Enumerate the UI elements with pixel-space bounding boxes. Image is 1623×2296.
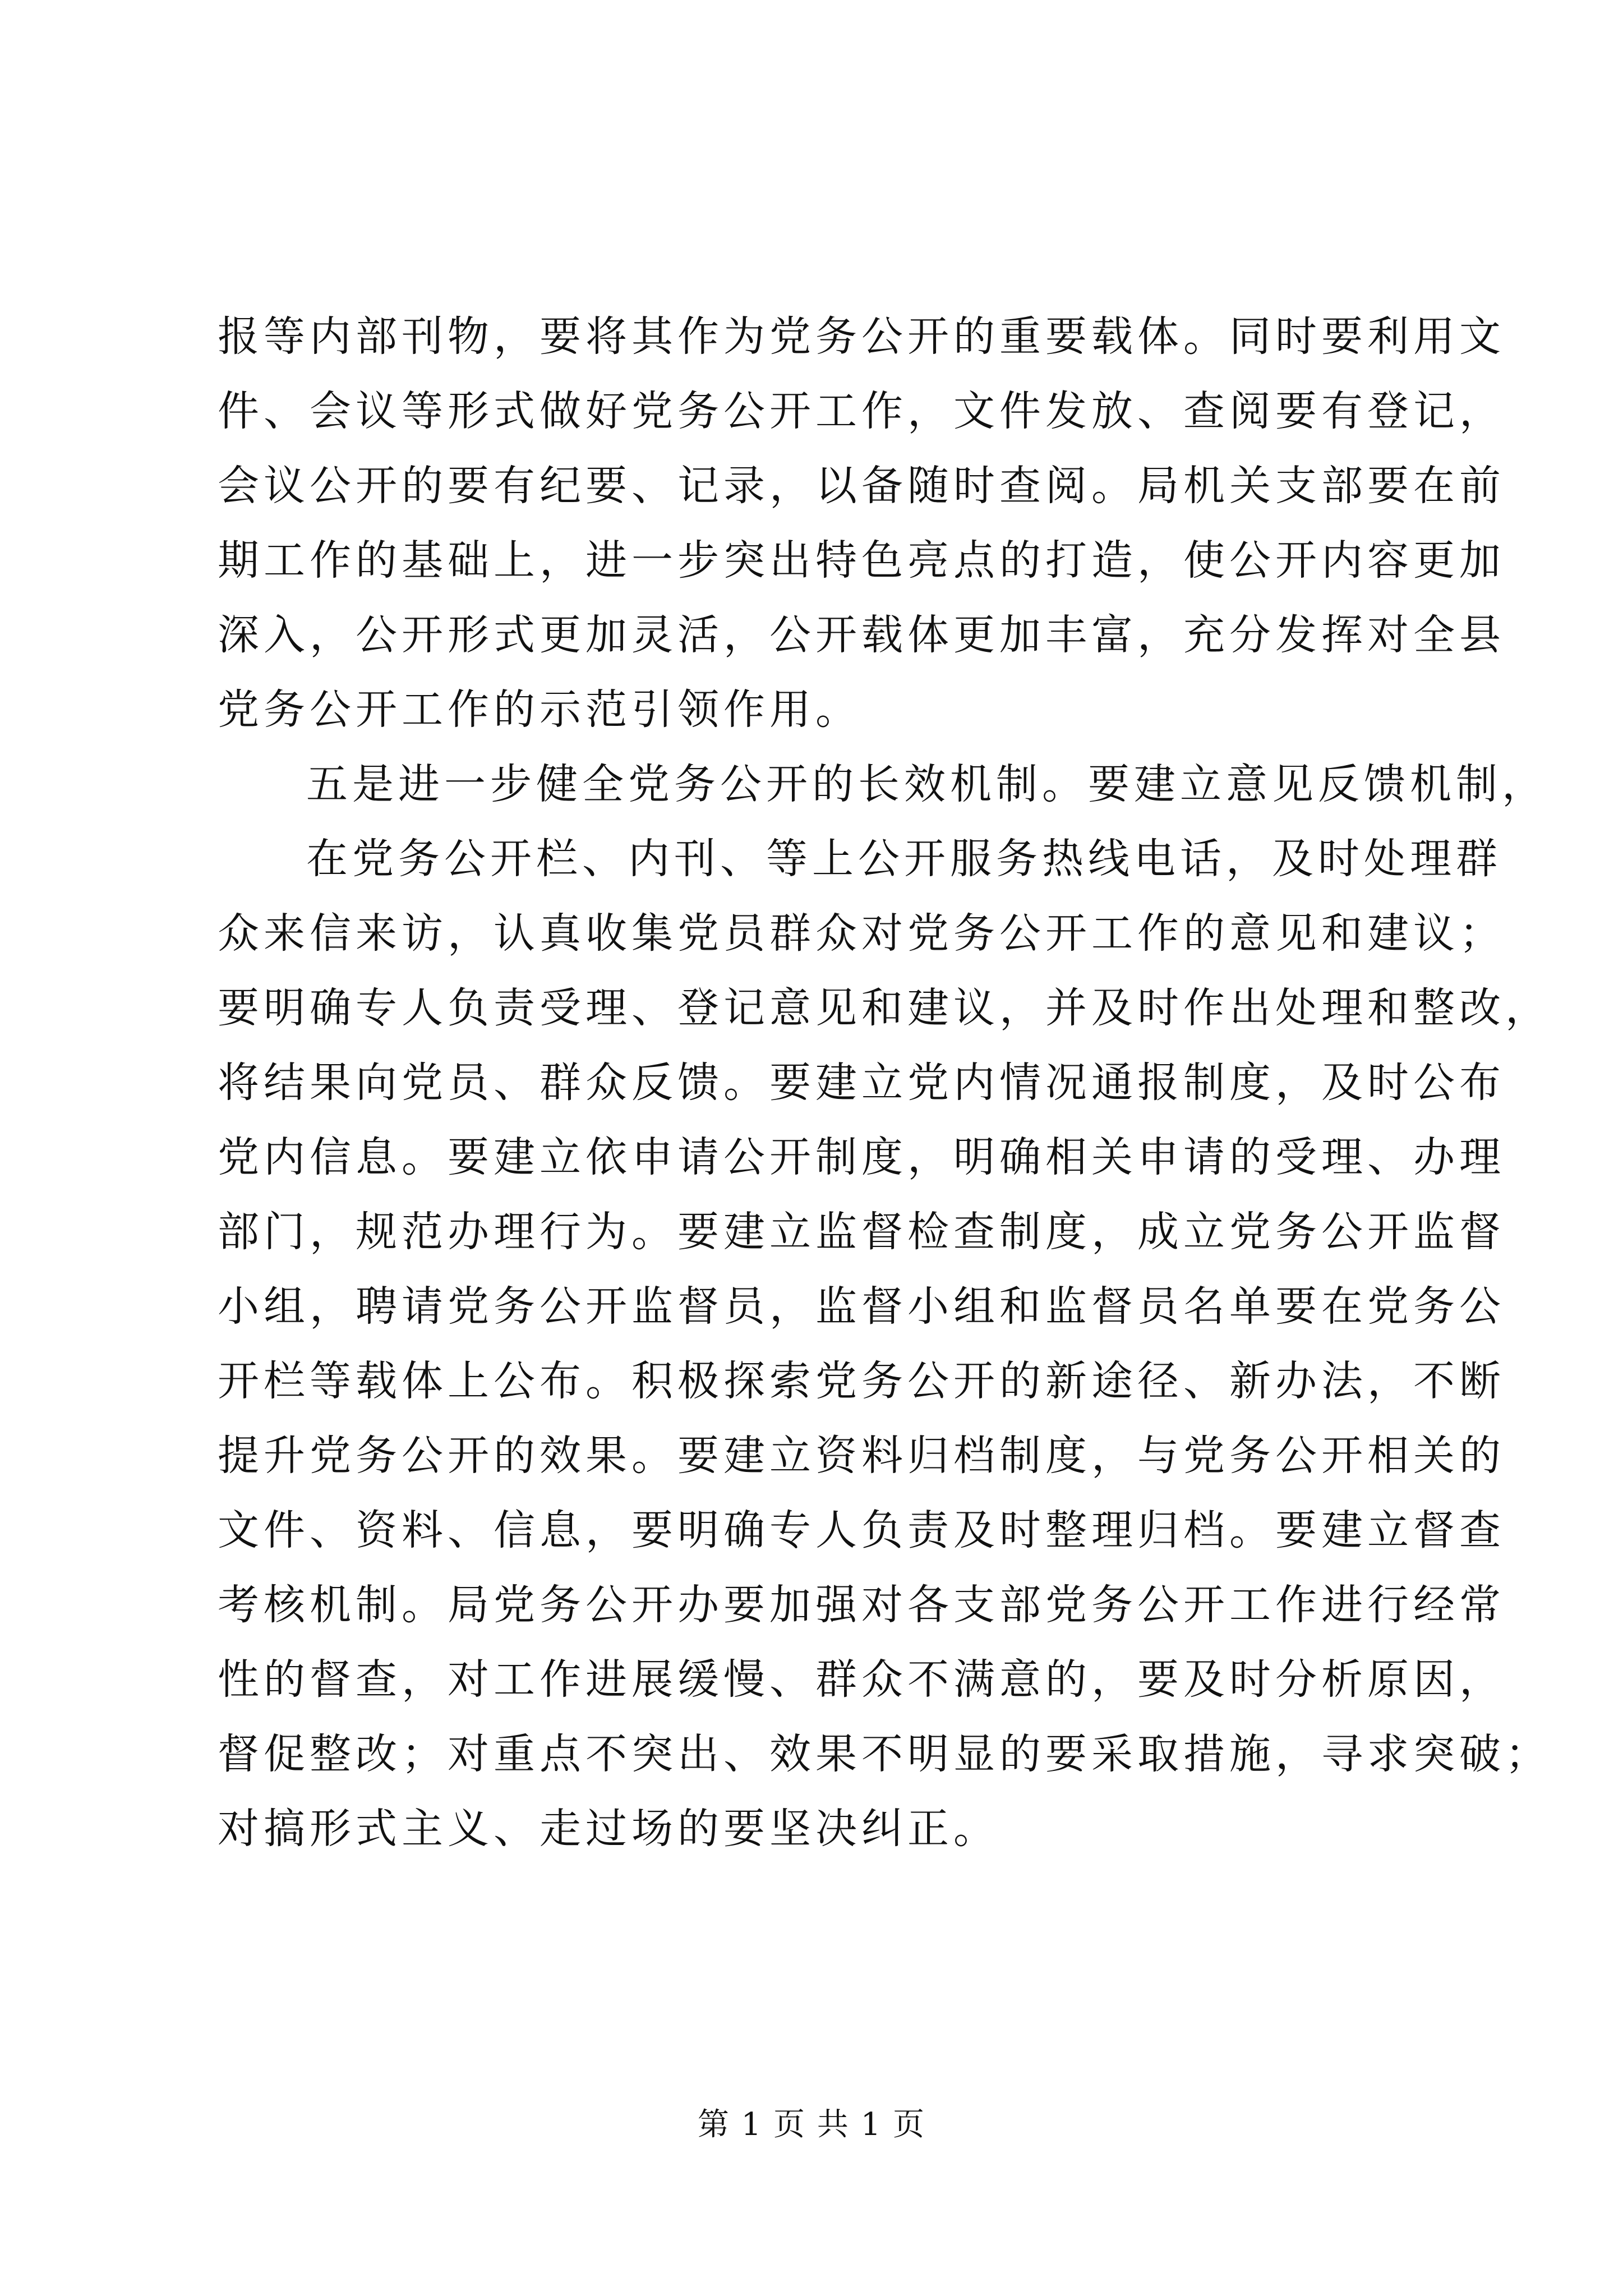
body-line: 期工作的基础上，进一步突出特色亮点的打造，使公开内容更加 <box>218 536 1505 585</box>
body-line: 件、会议等形式做好党务公开工作，文件发放、查阅要有登记， <box>218 387 1505 435</box>
body-line: 部门，规范办理行为。要建立监督检查制度，成立党务公开监督 <box>218 1208 1505 1256</box>
body-line: 提升党务公开的效果。要建立资料归档制度，与党务公开相关的 <box>218 1432 1505 1480</box>
body-line: 考核机制。局党务公开办要加强对各支部党务公开工作进行经常 <box>218 1581 1505 1629</box>
body-line: 报等内部刊物，要将其作为党务公开的重要载体。同时要利用文 <box>218 312 1505 361</box>
body-line: 将结果向党员、群众反馈。要建立党内情况通报制度，及时公布 <box>218 1059 1505 1107</box>
body-line: 众来信来访，认真收集党员群众对党务公开工作的意见和建议； <box>218 909 1505 958</box>
body-line: 党内信息。要建立依申请公开制度，明确相关申请的受理、办理 <box>218 1133 1505 1181</box>
body-line: 五是进一步健全党务公开的长效机制。要建立意见反馈机制， <box>306 760 1548 808</box>
body-line: 深入，公开形式更加灵活，公开载体更加丰富，充分发挥对全县 <box>218 611 1505 659</box>
page-number-footer: 第 1 页 共 1 页 <box>697 2106 926 2143</box>
body-line: 要明确专人负责受理、登记意见和建议，并及时作出处理和整改， <box>218 984 1551 1032</box>
body-line: 会议公开的要有纪要、记录，以备随时查阅。局机关支部要在前 <box>218 462 1505 510</box>
body-line: 党务公开工作的示范引领作用。 <box>218 685 861 734</box>
body-line: 文件、资料、信息，要明确专人负责及时整理归档。要建立督查 <box>218 1506 1505 1554</box>
body-line: 在党务公开栏、内刊、等上公开服务热线电话，及时处理群 <box>306 835 1502 883</box>
body-line: 性的督查，对工作进展缓慢、群众不满意的，要及时分析原因， <box>218 1655 1505 1704</box>
body-line: 督促整改；对重点不突出、效果不明显的要采取措施，寻求突破； <box>218 1730 1551 1778</box>
body-line: 小组，聘请党务公开监督员，监督小组和监督员名单要在党务公 <box>218 1282 1505 1331</box>
body-line: 开栏等载体上公布。积极探索党务公开的新途径、新办法，不断 <box>218 1357 1505 1405</box>
body-line: 对搞形式主义、走过场的要坚决纠正。 <box>218 1805 999 1853</box>
